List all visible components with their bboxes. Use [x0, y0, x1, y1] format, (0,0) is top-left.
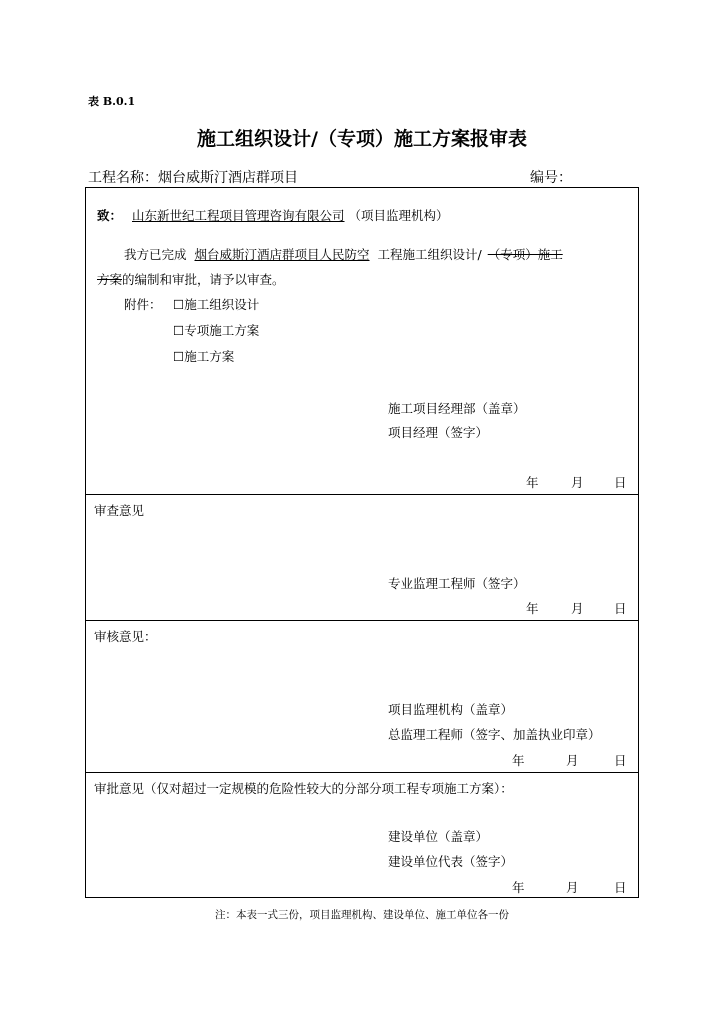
date-year: 年 [526, 601, 539, 616]
date-month: 月 [571, 475, 584, 490]
owner-unit-seal: 建设单位（盖章） [388, 829, 489, 844]
supervising-engineer-signature: 专业监理工程师（签字） [388, 576, 526, 591]
date-day: 日 [614, 880, 627, 895]
addressee-line [97, 206, 449, 224]
supervision-org-seal: 项目监理机构（盖章） [388, 702, 514, 717]
date-year: 年 [512, 753, 525, 768]
divider [86, 620, 638, 621]
supervision-org: 山东新世纪工程项目管理咨询有限公司 [132, 208, 345, 223]
form-number: 编号： [530, 170, 572, 186]
struck-text-2: 方案 [97, 272, 123, 287]
date-month: 月 [571, 601, 584, 616]
divider [86, 494, 638, 495]
project-name: 工程名称：烟台威斯汀酒店群项目 [88, 170, 298, 186]
divider [86, 772, 638, 773]
submission-text-line1 [124, 245, 563, 263]
date-day: 日 [614, 601, 627, 616]
struck-text: （专项）施工 [487, 247, 563, 262]
date-month: 月 [566, 753, 579, 768]
date-day: 日 [614, 753, 627, 768]
to-suffix: （项目监理机构） [348, 208, 449, 223]
date-month: 月 [566, 880, 579, 895]
project-item: 烟台威斯汀酒店群项目人民防空 [194, 247, 370, 262]
form-code: 表 B.0.1 [88, 95, 136, 108]
owner-representative-signature: 建设单位代表（签字） [388, 854, 514, 869]
body-prefix: 我方已完成 [124, 247, 187, 262]
body-mid: 工程施工组织设计/ [377, 247, 482, 262]
attachment-checkbox-special-plan[interactable]: ☐专项施工方案 [173, 323, 260, 338]
body-suffix: 的编制和审批，请予以审查。 [122, 272, 285, 287]
submission-text-line2 [97, 270, 285, 288]
footnote: 注：本表一式三份，项目监理机构、建设单位、施工单位各一份 [215, 909, 509, 921]
date-year: 年 [512, 880, 525, 895]
form-title: 施工组织设计/（专项）施工方案报审表 [197, 128, 527, 150]
attachment-checkbox-construction-plan[interactable]: ☐施工方案 [173, 349, 235, 364]
attachment-label: 附件： [124, 297, 162, 312]
approval-opinion-heading: 审批意见（仅对超过一定规模的危险性较大的分部分项工程专项施工方案）： [94, 781, 513, 796]
chief-engineer-signature: 总监理工程师（签字、加盖执业印章） [388, 727, 601, 742]
attachment-checkbox-construction-design[interactable]: ☐施工组织设计 [173, 297, 260, 312]
project-manager-signature: 项目经理（签字） [388, 425, 489, 440]
date-year: 年 [526, 475, 539, 490]
review-opinion-heading: 审查意见 [94, 503, 145, 518]
date-day: 日 [614, 475, 627, 490]
review-form-table [85, 187, 639, 898]
contractor-dept-seal: 施工项目经理部（盖章） [388, 401, 526, 416]
to-label: 致： [97, 208, 123, 223]
audit-opinion-heading: 审核意见： [94, 629, 157, 644]
